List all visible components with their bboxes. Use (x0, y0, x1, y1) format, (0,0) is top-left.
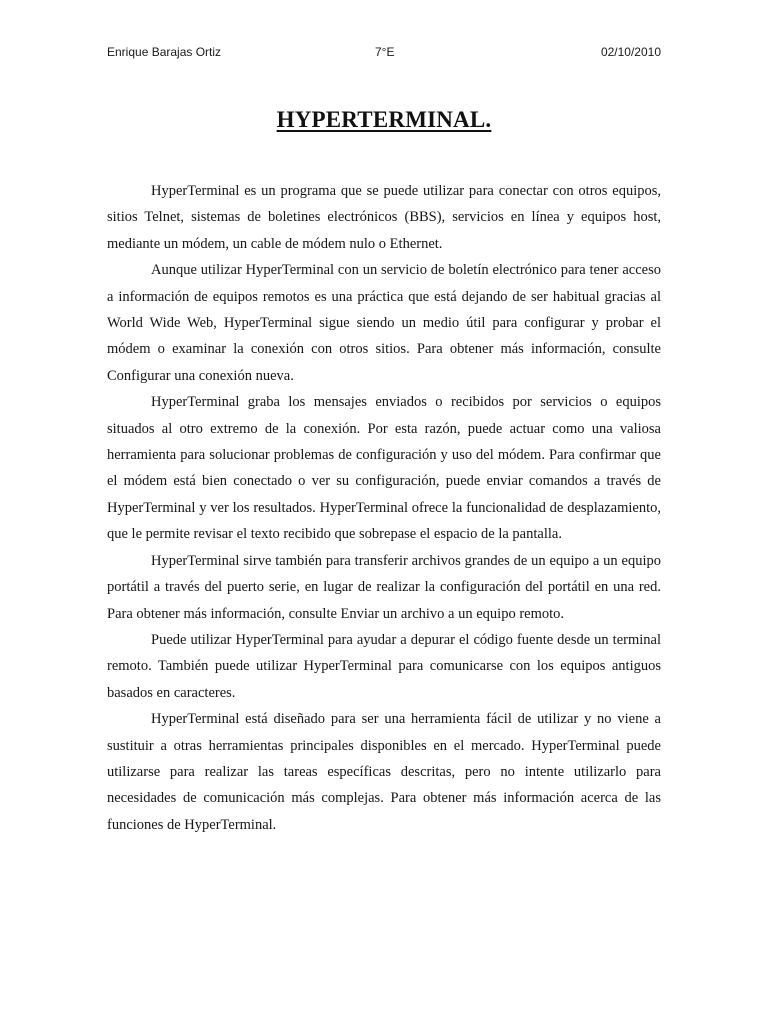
paragraph-2: Aunque utilizar HyperTerminal con un servicio de boletín electrónico para tener acceso a información de equipos remotos es una práctica que está dejando de ser habitual gracias al World Wide Web, HyperTerminal sigue siendo un medio útil para configurar y probar el módem o examinar la conexión con otros sitios. Para obtener más información, consulte Configurar una conexión nueva. (107, 262, 661, 384)
document-title: HYPERTERMINAL. (276, 107, 492, 133)
document-body (107, 178, 661, 838)
page-header (107, 45, 661, 63)
paragraph-6: HyperTerminal está diseñado para ser una herramienta fácil de utilizar y no viene a sustituir a otras herramientas principales disponibles en el mercado. HyperTerminal puede utilizarse para realizar las tareas específicas descritas, pero no intente utilizarlo para necesidades de comunicación más complejas. Para obtener más información acerca de las funciones de HyperTerminal. (107, 711, 661, 833)
paragraph-4: HyperTerminal sirve también para transferir archivos grandes de un equipo a un equipo portátil a través del puerto serie, en lugar de realizar la configuración del portátil en una red. Para obtener más información, consulte Enviar un archivo a un equipo remoto. (107, 552, 661, 622)
header-date: 02/10/2010 (600, 45, 661, 59)
paragraph-1: HyperTerminal es un programa que se puede utilizar para conectar con otros equipos, sitios Telnet, sistemas de boletines electrónicos (BBS), servicios en línea y equipos host, mediante un módem, un cable de módem nulo o Ethernet. (107, 183, 661, 252)
paragraph-5: Puede utilizar HyperTerminal para ayudar a depurar el código fuente desde un terminal remoto. También puede utilizar HyperTerminal para comunicarse con los equipos antiguos basados en caracteres. (107, 631, 661, 701)
paragraph-3: HyperTerminal graba los mensajes enviados o recibidos por servicios o equipos situados al otro extremo de la conexión. Por esta razón, puede actuar como una valiosa herramienta para solucionar problemas de configuración y uso del módem. Para confirmar que el módem está bien conectado o ver su configuración, puede enviar comandos a través de HyperTerminal y ver los resultados. HyperTerminal ofrece la funcionalidad de desplazamiento, que le permite revisar el texto recibido que sobrepase el espacio de la pantalla. (107, 394, 661, 543)
header-group: 7°E (375, 45, 395, 59)
header-author: Enrique Barajas Ortiz (107, 45, 222, 59)
